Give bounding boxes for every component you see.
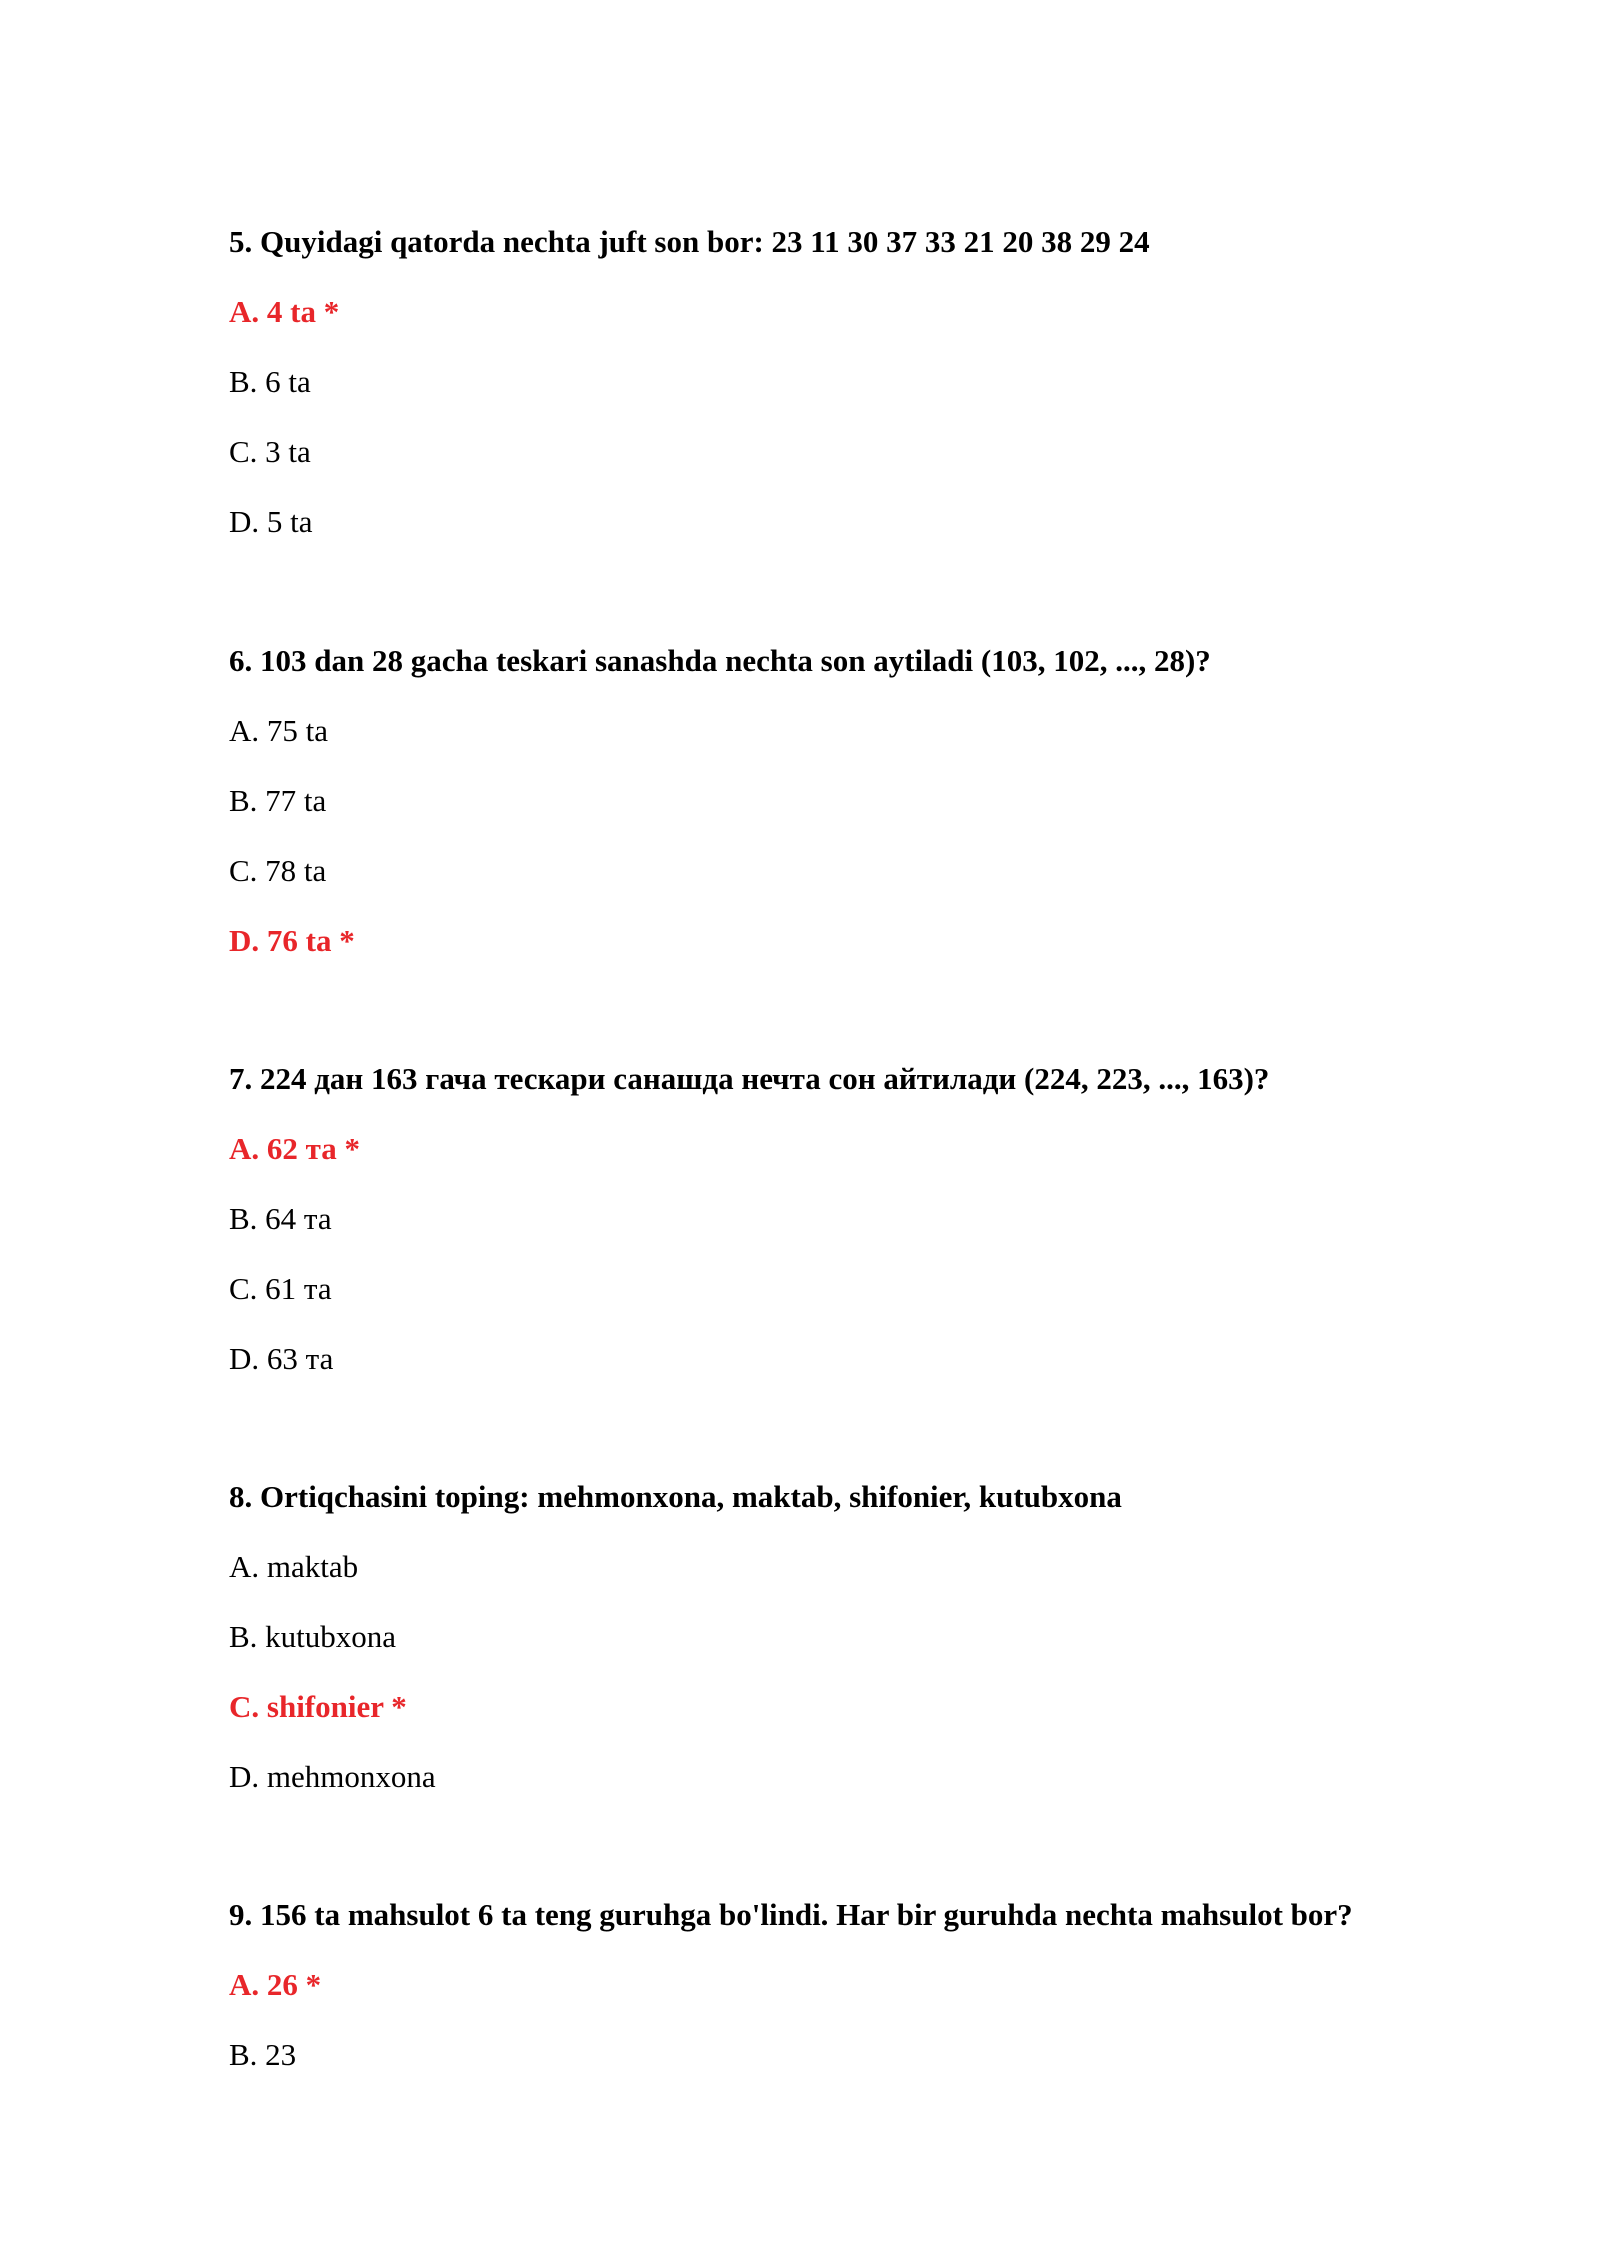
question-9 [229,1897,1529,2073]
option-b: B. 64 та [229,1201,332,1236]
option-a: A. 75 ta [229,713,329,748]
option-a: A. 4 ta * [229,294,340,329]
question-7 [229,1061,1529,1377]
option-b: B. 6 ta [229,364,311,399]
question-5 [229,224,1529,540]
option-c: C. shifonier * [229,1689,407,1724]
question-text: 8. Ortiqchasini toping: mehmonxona, maktab, shifonier, kutubxona [229,1479,1122,1514]
option-a: A. maktab [229,1549,359,1584]
option-b: B. 77 ta [229,783,327,818]
option-d: D. 5 ta [229,504,313,539]
option-b: B. 23 [229,2037,297,2072]
option-a: A. 62 та * [229,1131,360,1166]
question-text: 5. Quyidagi qatorda nechta juft son bor: 23 11 30 37 33 21 20 38 29 24 [229,224,1150,259]
option-c: C. 3 ta [229,434,311,469]
option-d: D. 63 та [229,1341,334,1376]
option-d: D. 76 ta * [229,923,355,958]
option-c: C. 78 ta [229,853,327,888]
option-c: C. 61 та [229,1271,332,1306]
option-b: B. kutubxona [229,1619,397,1654]
question-text: 7. 224 дан 163 гача тескари санашда нечта сон айтилади (224, 223, ..., 163)? [229,1061,1270,1096]
question-text: 6. 103 dan 28 gacha teskari sanashda nechta son aytiladi (103, 102, ..., 28)? [229,643,1211,678]
question-8 [229,1479,1529,1795]
option-a: A. 26 * [229,1967,322,2002]
option-d: D. mehmonxona [229,1759,436,1794]
question-6 [229,643,1529,959]
question-text: 9. 156 ta mahsulot 6 ta teng guruhga bo'lindi. Har bir guruhda nechta mahsulot bor? [229,1897,1353,1932]
